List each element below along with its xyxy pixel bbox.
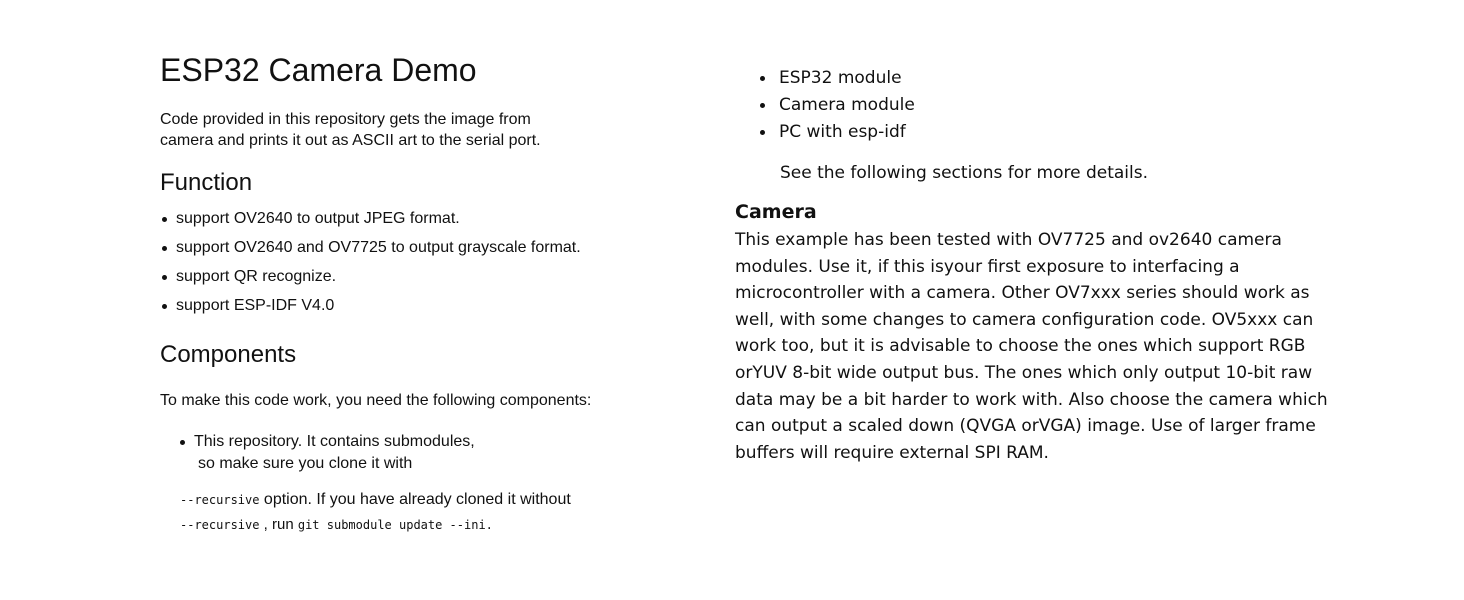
- inline-code: git submodule update --ini.: [297, 518, 493, 532]
- repo-item-line1: This repository. It contains submodules,: [194, 433, 475, 450]
- bullet-icon: [760, 76, 765, 81]
- bullet-icon: [162, 275, 167, 280]
- function-heading: Function: [160, 169, 253, 196]
- hardware-list: [735, 66, 1375, 147]
- repository-list-item: [160, 431, 534, 475]
- cmd-line-2: --recursive , run git submodule update --ini.: [180, 516, 493, 533]
- see-more-text: See the following sections for more details.: [780, 163, 1148, 183]
- bullet-icon: [760, 103, 765, 108]
- left-column: [160, 52, 680, 537]
- camera-heading: Camera: [735, 201, 817, 223]
- list-item: Camera module: [735, 93, 1375, 120]
- camera-paragraph: This example has been tested with OV7725 and ov2640 camera modules. Use it, if this isyour first exposure to interfacing a microcontroller with a camera. Other OV7xxx series should work as well, with some changes to camera configuration code. OV5xxx can work too, but it is advisable to choose the ones which support RGB orYUV 8-bit wide output bus. The ones which only output 10-bit raw data may be a bit harder to work with. Also choose the camera which can output a scaled down (QVGA orVGA) image. Use of larger frame buffers will require external SPI RAM.: [735, 230, 1328, 463]
- function-list: [160, 209, 680, 325]
- clone-instructions: [160, 487, 680, 537]
- list-item: support QR recognize.: [160, 267, 680, 296]
- bullet-icon: [162, 217, 167, 222]
- components-heading: Components: [160, 341, 297, 368]
- intro-paragraph: Code provided in this repository gets the image from camera and prints it out as ASCII art to the serial port.: [160, 111, 541, 149]
- bullet-icon: [180, 440, 185, 445]
- list-item: PC with esp-idf: [735, 120, 1375, 147]
- bullet-icon: [760, 130, 765, 135]
- right-column: [735, 66, 1375, 466]
- list-item: support OV2640 and OV7725 to output grayscale format.: [160, 238, 680, 267]
- list-item: support ESP-IDF V4.0: [160, 296, 680, 325]
- bullet-icon: [162, 304, 167, 309]
- inline-code: --recursive: [180, 518, 260, 532]
- repo-item-line2: so make sure you clone it with: [198, 455, 413, 472]
- bullet-icon: [162, 246, 167, 251]
- components-intro: To make this code work, you need the following components:: [160, 392, 592, 409]
- page-title: ESP32 Camera Demo: [160, 52, 477, 88]
- list-item: ESP32 module: [735, 66, 1375, 93]
- cmd-line-1: --recursive option. If you have already cloned it without: [180, 491, 571, 508]
- list-item: support OV2640 to output JPEG format.: [160, 209, 680, 238]
- inline-code: --recursive: [180, 493, 260, 507]
